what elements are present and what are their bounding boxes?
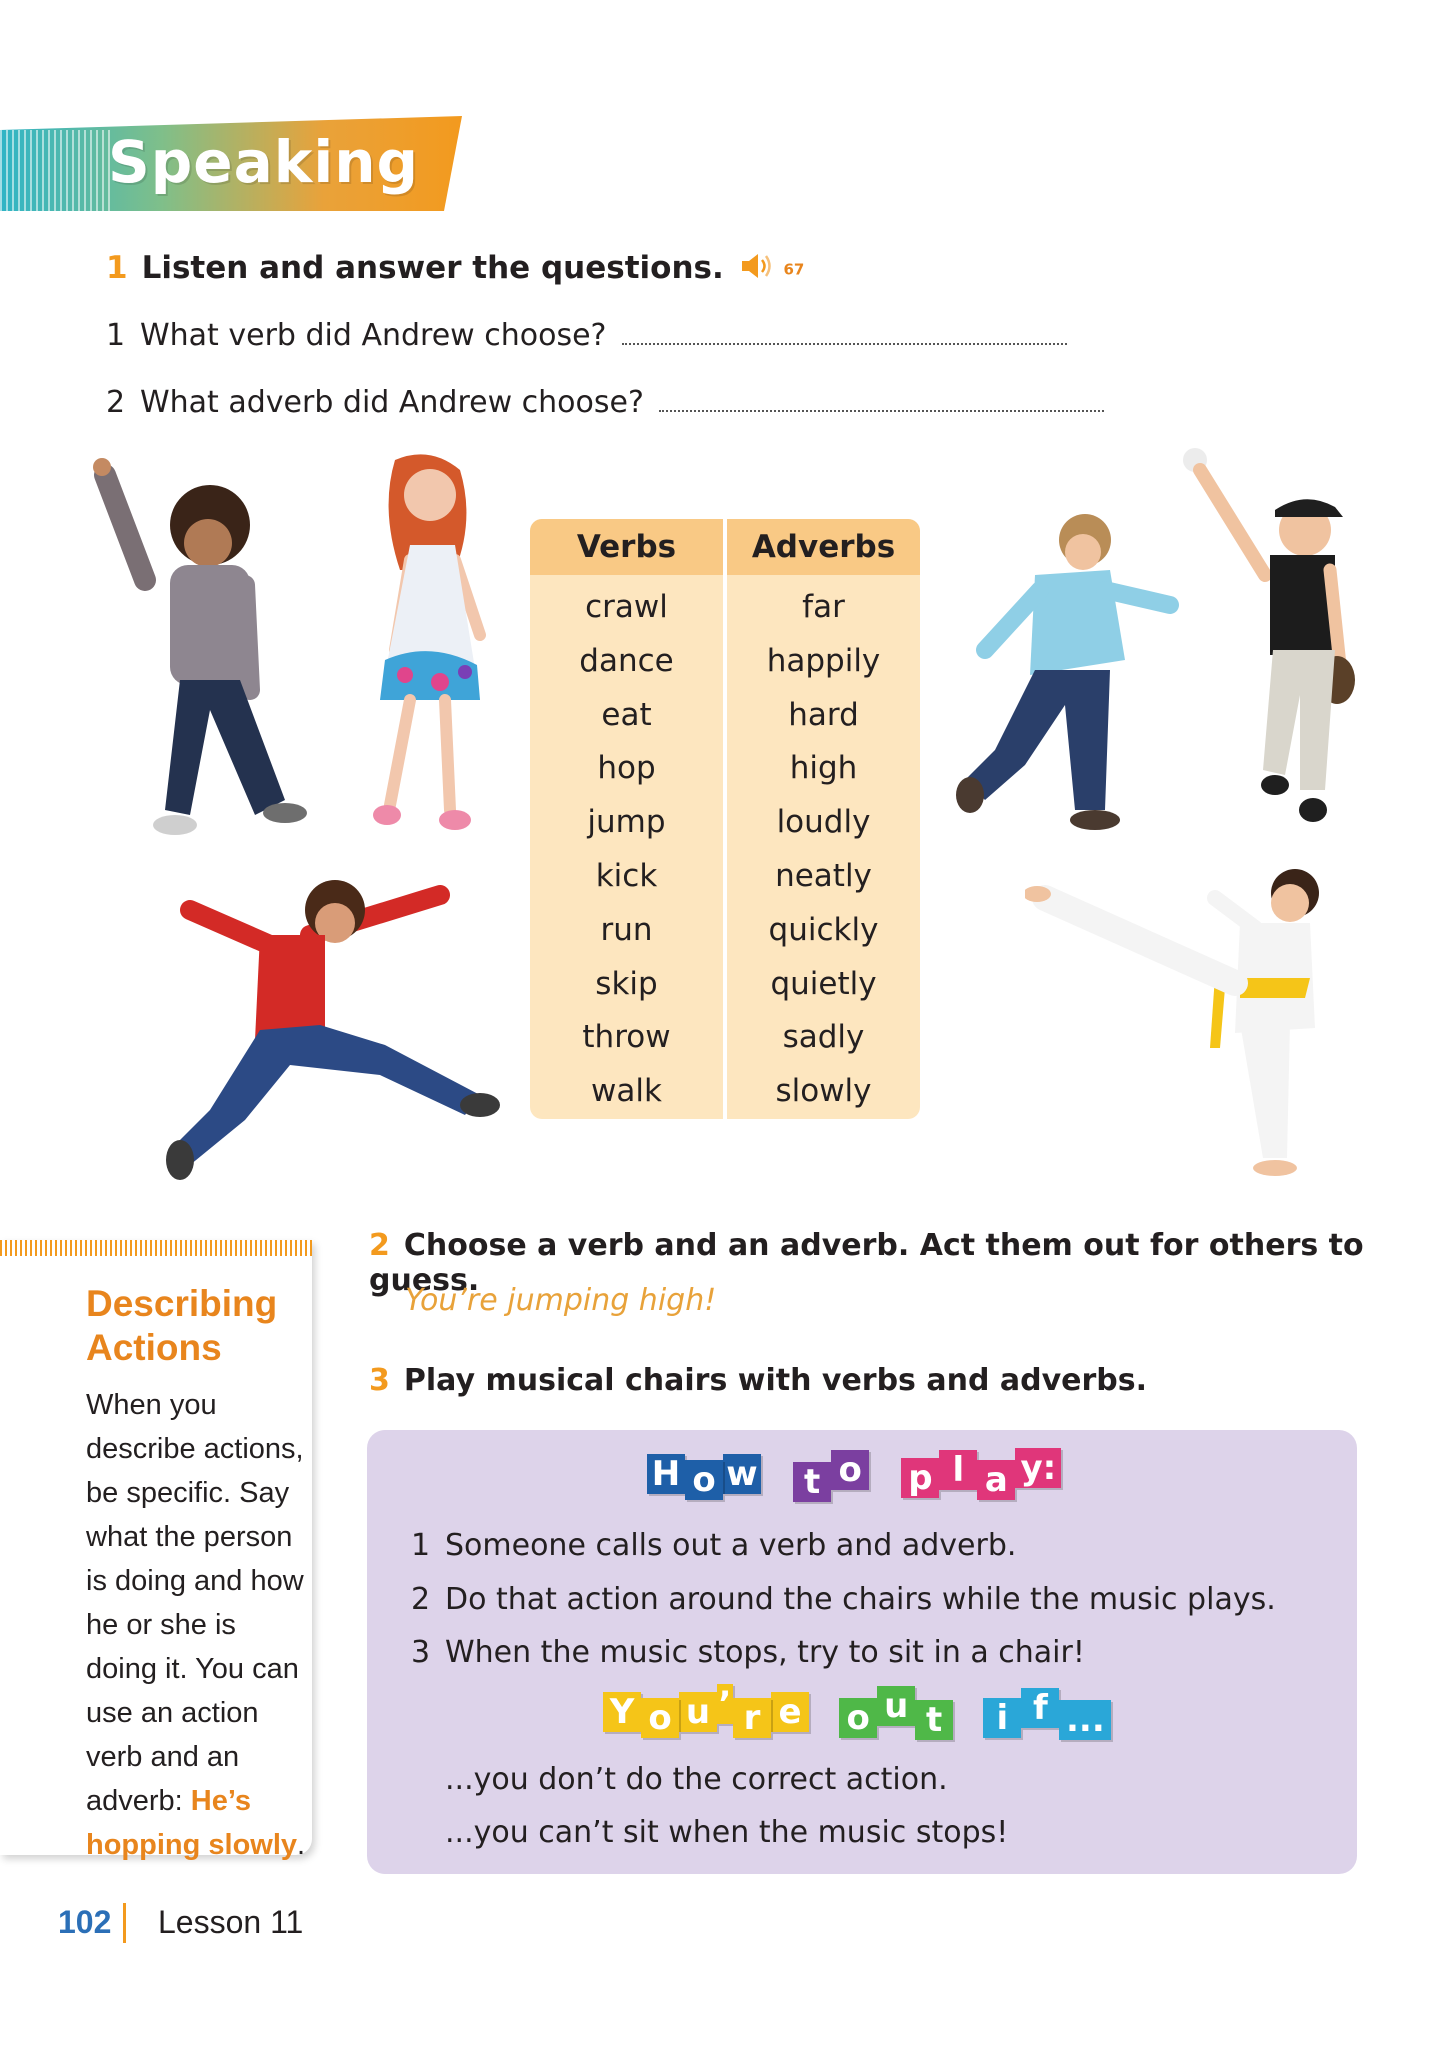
exercise-1-heading xyxy=(106,250,804,289)
boy-jumping-illustration xyxy=(150,865,510,1185)
lesson-label: Lesson 11 xyxy=(158,1904,304,1940)
answer-line[interactable] xyxy=(622,337,1067,345)
speaker-icon[interactable] xyxy=(740,251,774,289)
youre-out-if-title xyxy=(603,1684,1111,1740)
table-cell-verb: jump xyxy=(587,804,666,841)
verbs-adverbs-table xyxy=(530,519,920,1119)
title-letter: Y xyxy=(603,1692,641,1732)
how-to-play-title xyxy=(647,1448,1061,1502)
tip-title-line-2: Actions xyxy=(86,1327,222,1368)
boy-pointing-illustration xyxy=(90,455,320,855)
title-letter: y: xyxy=(1015,1448,1061,1488)
rule-text: When the music stops, try to sit in a chair! xyxy=(445,1635,1085,1670)
exercise-1-instruction: Listen and answer the questions. xyxy=(141,250,724,286)
verbs-column xyxy=(530,581,723,1119)
title-letter: a xyxy=(977,1460,1015,1500)
title-letter: r xyxy=(733,1698,771,1738)
exercise-3-heading xyxy=(369,1363,1147,1398)
rule-number: 3 xyxy=(411,1635,431,1670)
table-cell-verb: skip xyxy=(595,965,658,1002)
girl-kicking-illustration xyxy=(1025,858,1355,1188)
title-letter: H xyxy=(647,1454,685,1494)
title-letter: u xyxy=(679,1692,717,1732)
table-cell-verb: eat xyxy=(601,696,652,733)
question-2 xyxy=(106,385,1104,420)
table-cell-verb: walk xyxy=(591,1073,662,1110)
out-condition-2: ...you can’t sit when the music stops! xyxy=(445,1815,1009,1850)
title-letter: l xyxy=(939,1450,977,1490)
title-letter: o xyxy=(685,1460,723,1500)
title-letter: ’ xyxy=(718,1684,732,1724)
table-cell-adverb: quietly xyxy=(770,965,877,1002)
table-cell-verb: crawl xyxy=(585,589,668,625)
tip-example: He’s hopping slowly xyxy=(86,1785,298,1861)
banner-title: Speaking xyxy=(108,128,420,196)
rule-text: Do that action around the chairs while the music plays. xyxy=(445,1582,1276,1617)
title-letter: f xyxy=(1021,1688,1059,1728)
table-cell-adverb: high xyxy=(789,750,858,787)
table-cell-verb: dance xyxy=(579,642,674,679)
title-letter: o xyxy=(831,1450,869,1490)
exercise-2-instruction: Choose a verb and an adverb. Act them out for others to guess. xyxy=(369,1228,1364,1298)
question-number: 2 xyxy=(106,385,126,420)
exercise-2-example: You’re jumping high! xyxy=(405,1283,717,1318)
table-cell-adverb: slowly xyxy=(775,1073,872,1110)
tip-box-title xyxy=(86,1282,306,1370)
boy-throwing-illustration xyxy=(1175,445,1355,845)
tip-body: When you describe actions, be specific. Say what the person is doing and how he or she is doing it. You can use an action verb and an adverb: xyxy=(86,1389,304,1817)
question-text: What verb did Andrew choose? xyxy=(140,318,607,353)
boy-running-illustration xyxy=(945,510,1185,840)
exercise-2-number: 2 xyxy=(369,1228,390,1263)
rule-1 xyxy=(411,1528,1016,1563)
girl-standing-illustration xyxy=(355,450,505,840)
table-cell-verb: kick xyxy=(595,857,658,894)
title-letter: t xyxy=(793,1462,831,1502)
title-letter: ... xyxy=(1059,1700,1111,1740)
table-cell-adverb: happily xyxy=(766,642,881,679)
tip-end: . xyxy=(297,1829,306,1861)
exercise-3-instruction: Play musical chairs with verbs and adverbs. xyxy=(403,1363,1148,1398)
verbs-header: Verbs xyxy=(530,519,723,575)
out-condition-1: ...you don’t do the correct action. xyxy=(445,1762,948,1797)
table-cell-adverb: loudly xyxy=(776,804,871,841)
rule-number: 2 xyxy=(411,1582,431,1617)
rule-number: 1 xyxy=(411,1528,431,1563)
title-letter: e xyxy=(771,1692,809,1732)
table-cell-adverb: quickly xyxy=(768,911,879,948)
rule-3 xyxy=(411,1635,1085,1670)
table-cell-verb: run xyxy=(600,911,653,948)
adverbs-header: Adverbs xyxy=(727,519,920,575)
audio-track-number: 67 xyxy=(783,260,805,279)
table-cell-adverb: far xyxy=(802,589,845,625)
question-text: What adverb did Andrew choose? xyxy=(140,385,644,420)
footer-divider xyxy=(123,1903,126,1943)
table-cell-adverb: hard xyxy=(788,696,859,733)
tip-title-line-1: Describing xyxy=(86,1283,278,1324)
title-letter: p xyxy=(901,1458,939,1498)
rule-2 xyxy=(411,1582,1276,1617)
table-cell-adverb: sadly xyxy=(782,1019,865,1056)
section-banner xyxy=(0,116,462,211)
how-to-play-box xyxy=(367,1430,1357,1874)
title-letter: i xyxy=(983,1698,1021,1738)
table-cell-adverb: neatly xyxy=(775,857,872,894)
title-letter: u xyxy=(877,1686,915,1726)
tip-box-text xyxy=(86,1383,306,1867)
describing-actions-tip-box xyxy=(0,1240,312,1861)
table-cell-verb: throw xyxy=(582,1019,671,1056)
question-number: 1 xyxy=(106,318,126,353)
page-number: 102 xyxy=(58,1904,112,1940)
answer-line[interactable] xyxy=(659,404,1104,412)
tip-box-stripes xyxy=(0,1240,312,1256)
rule-text: Someone calls out a verb and adverb. xyxy=(445,1528,1017,1563)
adverbs-column xyxy=(727,581,920,1119)
title-letter: o xyxy=(641,1698,679,1738)
title-letter: w xyxy=(723,1454,761,1494)
table-cell-verb: hop xyxy=(597,750,656,787)
exercise-1-number: 1 xyxy=(106,250,128,286)
title-letter: o xyxy=(839,1698,877,1738)
exercise-3-number: 3 xyxy=(369,1363,390,1398)
title-letter: t xyxy=(915,1700,953,1740)
question-1 xyxy=(106,318,1067,353)
